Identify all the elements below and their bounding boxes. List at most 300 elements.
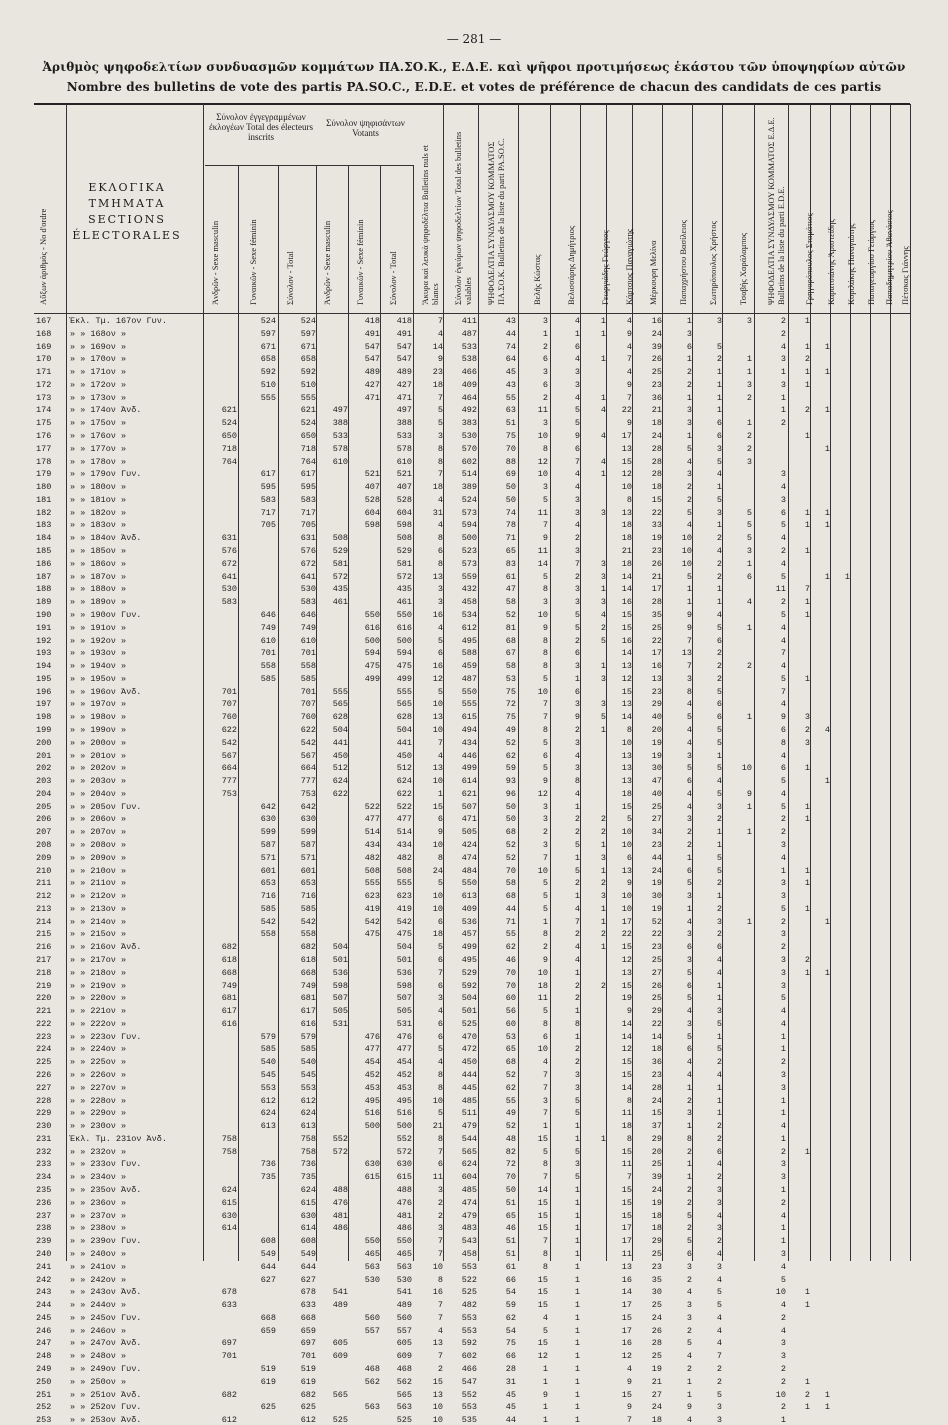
table-cell: 6 xyxy=(437,980,443,991)
row-order-number: 238 xyxy=(36,1223,52,1234)
row-order-number: 218 xyxy=(36,967,52,978)
table-cell: 25 xyxy=(651,955,662,965)
table-cell: 2 xyxy=(716,903,722,914)
table-cell: 550 xyxy=(396,1236,412,1247)
table-cell: 8 xyxy=(542,1248,548,1259)
table-cell: 5 xyxy=(437,635,443,646)
table-cell: 1 xyxy=(686,316,692,326)
table-cell: 23 xyxy=(651,686,662,697)
table-cell: 2 xyxy=(780,1376,786,1387)
table-cell: 2 xyxy=(574,827,580,838)
table-cell: 479 xyxy=(461,1121,477,1132)
table-cell: 8 xyxy=(626,1133,632,1144)
table-cell: 3 xyxy=(600,558,606,569)
sections-line-1: ΕΚΛΟΓΙΚΑ xyxy=(88,181,166,194)
table-cell: 3 xyxy=(780,494,786,505)
table-cell: 5 xyxy=(716,763,722,774)
table-cell: 777 xyxy=(300,776,316,787)
table-cell: 10 xyxy=(432,1402,443,1413)
table-cell: 1 xyxy=(686,354,692,365)
row-order-number: 183 xyxy=(36,520,52,531)
title-greek: Ἀριθμὸς ψηφοδελτίων συνδυασμῶν κομμάτων ΠΑ.ΣΟ.Κ., Ε.Δ.Ε. καὶ ψῆφοι προτιμήσεως ἑκάστου τῶν ὑποψηφίων αὐτῶν xyxy=(42,60,906,74)
table-cell: 2 xyxy=(600,622,606,633)
table-cell: 5 xyxy=(716,724,722,735)
table-cell: 4 xyxy=(716,1070,722,1081)
row-section-label: » » 182ον » xyxy=(70,507,127,518)
table-cell: 585 xyxy=(260,903,276,914)
table-cell: 565 xyxy=(332,1389,348,1400)
table-cell: 3 xyxy=(746,456,752,467)
table-cell: 1 xyxy=(574,1402,580,1413)
table-cell: 475 xyxy=(396,661,412,672)
table-cell: 50 xyxy=(505,801,516,812)
table-cell: 12 xyxy=(537,788,548,799)
table-cell: 624 xyxy=(461,1159,477,1170)
row-section-label: » » 235ον Ἀνδ. xyxy=(70,1185,142,1196)
table-cell: 17 xyxy=(621,1223,632,1234)
table-cell: 39 xyxy=(651,1172,662,1183)
table-cell: 717 xyxy=(300,507,316,518)
table-cell: 3 xyxy=(574,699,580,710)
row-order-number: 173 xyxy=(36,392,52,403)
table-cell: 10 xyxy=(432,699,443,710)
row-order-number: 172 xyxy=(36,379,52,390)
table-cell: 1 xyxy=(600,316,606,326)
table-cell: 613 xyxy=(260,1121,276,1132)
table-cell: 512 xyxy=(396,763,412,774)
table-cell: 470 xyxy=(461,1031,477,1042)
row-order-number: 179 xyxy=(36,469,52,480)
table-cell: 504 xyxy=(396,724,412,735)
table-cell: 4 xyxy=(780,341,786,352)
table-cell: 500 xyxy=(461,533,477,544)
table-cell: 1 xyxy=(804,367,810,378)
table-cell: 10 xyxy=(537,865,548,876)
sections-line-4: ÉLECTORALES xyxy=(72,229,182,242)
table-cell: 624 xyxy=(260,1108,276,1119)
table-cell: 35 xyxy=(651,1274,662,1285)
table-cell: 11 xyxy=(537,993,548,1004)
row-section-label: » » 202ον » xyxy=(70,763,127,774)
table-cell: 12 xyxy=(621,955,632,965)
table-cell: 37 xyxy=(651,1121,662,1132)
column-separator xyxy=(316,165,317,1261)
table-cell: 1 xyxy=(824,367,830,378)
table-cell: 50 xyxy=(505,814,516,825)
table-cell: 758 xyxy=(300,1146,316,1157)
row-order-number: 214 xyxy=(36,916,52,927)
table-cell: 441 xyxy=(332,737,348,748)
table-cell: 572 xyxy=(332,571,348,582)
table-cell: 1 xyxy=(804,673,810,684)
table-cell: 10 xyxy=(537,609,548,620)
table-cell: 552 xyxy=(396,1133,412,1144)
table-cell: 52 xyxy=(651,916,662,927)
table-cell: 48 xyxy=(505,1133,516,1144)
table-cell: 70 xyxy=(505,967,516,978)
table-cell: 550 xyxy=(364,1236,380,1247)
table-cell: 487 xyxy=(461,328,477,339)
table-cell: 5 xyxy=(574,622,580,633)
table-cell: 4 xyxy=(574,750,580,761)
table-cell: 507 xyxy=(332,993,348,1004)
table-cell: 15 xyxy=(537,1223,548,1234)
row-section-label: » » 181ον » xyxy=(70,494,127,505)
table-cell: 625 xyxy=(260,1402,276,1413)
table-cell: 5 xyxy=(686,443,692,454)
table-cell: 8 xyxy=(437,443,443,454)
row-section-label: » » 193ον » xyxy=(70,648,127,659)
table-cell: 701 xyxy=(300,686,316,697)
table-cell: 2 xyxy=(716,1363,722,1374)
table-cell: 2 xyxy=(716,1057,722,1068)
row-section-label: » » 192ον » xyxy=(70,635,127,646)
table-cell: 5 xyxy=(716,1389,722,1400)
table-cell: 465 xyxy=(364,1248,380,1259)
table-cell: 550 xyxy=(364,609,380,620)
table-cell: 1 xyxy=(574,1248,580,1259)
table-cell: 3 xyxy=(686,1312,692,1323)
table-cell: 555 xyxy=(461,699,477,710)
table-cell: 5 xyxy=(574,1095,580,1106)
table-cell: 2 xyxy=(574,993,580,1004)
table-cell: 2 xyxy=(716,673,722,684)
table-cell: 6 xyxy=(437,814,443,825)
header-sections xyxy=(72,180,182,244)
table-cell: 15 xyxy=(621,1389,632,1400)
table-cell: 7 xyxy=(542,1070,548,1081)
table-cell: 1 xyxy=(804,609,810,620)
table-cell: 1 xyxy=(746,827,752,838)
row-order-number: 250 xyxy=(36,1376,52,1387)
table-cell: 598 xyxy=(396,980,412,991)
table-cell: 3 xyxy=(780,1351,786,1362)
table-cell: 2 xyxy=(780,418,786,429)
table-cell: 4 xyxy=(716,1338,722,1349)
table-cell: 595 xyxy=(260,482,276,493)
table-cell: 505 xyxy=(332,1006,348,1017)
table-cell: 19 xyxy=(651,878,662,889)
table-cell: 477 xyxy=(364,1044,380,1055)
table-cell: 5 xyxy=(780,801,786,812)
table-cell: 6 xyxy=(686,942,692,953)
table-cell: 65 xyxy=(505,1210,516,1221)
table-cell: 19 xyxy=(651,750,662,761)
table-cell: 592 xyxy=(260,367,276,378)
table-cell: 522 xyxy=(364,801,380,812)
table-cell: 3 xyxy=(574,1159,580,1170)
table-cell: 758 xyxy=(221,1146,237,1157)
row-section-label: » » 222ον » xyxy=(70,1018,127,1029)
table-cell: 13 xyxy=(432,1389,443,1400)
row-section-label: » » 170ον » xyxy=(70,354,127,365)
table-cell: 1 xyxy=(600,903,606,914)
table-cell: 30 xyxy=(651,763,662,774)
table-cell: 549 xyxy=(260,1248,276,1259)
table-cell: 597 xyxy=(260,328,276,339)
row-section-label: » » 232ον » xyxy=(70,1146,127,1157)
table-cell: 562 xyxy=(396,1376,412,1387)
table-cell: 489 xyxy=(396,1300,412,1311)
table-cell: 7 xyxy=(437,737,443,748)
table-cell: 444 xyxy=(461,1070,477,1081)
table-cell: 5 xyxy=(574,1108,580,1119)
table-cell: 605 xyxy=(332,1338,348,1349)
table-cell: 5 xyxy=(716,1044,722,1055)
table-cell: 81 xyxy=(505,622,516,633)
table-cell: 3 xyxy=(746,316,752,326)
row-section-label: » » 213ον » xyxy=(70,903,127,914)
table-cell: 5 xyxy=(686,763,692,774)
table-cell: 488 xyxy=(396,1185,412,1196)
table-cell: 555 xyxy=(332,686,348,697)
table-cell: 558 xyxy=(300,929,316,940)
table-cell: 2 xyxy=(574,929,580,940)
table-cell: 3 xyxy=(716,1402,722,1413)
table-cell: 419 xyxy=(364,903,380,914)
table-cell: 1 xyxy=(574,673,580,684)
table-cell: 749 xyxy=(260,622,276,633)
table-cell: 51 xyxy=(505,1236,516,1247)
table-cell: 2 xyxy=(574,635,580,646)
table-cell: 1 xyxy=(804,878,810,889)
table-cell: 6 xyxy=(716,712,722,723)
table-cell: 735 xyxy=(260,1172,276,1183)
table-cell: 70 xyxy=(505,865,516,876)
header-candidate-6: Παπαχρήστου Βασίλειος xyxy=(678,220,688,305)
table-cell: 5 xyxy=(542,737,548,748)
table-cell: 53 xyxy=(505,1031,516,1042)
table-cell: 13 xyxy=(621,699,632,710)
table-cell: 10 xyxy=(621,482,632,493)
table-cell: 3 xyxy=(686,328,692,339)
table-cell: 764 xyxy=(300,456,316,467)
table-cell: 68 xyxy=(505,891,516,902)
table-cell: 672 xyxy=(221,558,237,569)
table-cell: 1 xyxy=(746,622,752,633)
table-cell: 1 xyxy=(600,916,606,927)
table-cell: 15 xyxy=(621,1185,632,1196)
table-cell: 701 xyxy=(221,686,237,697)
table-cell: 10 xyxy=(621,839,632,850)
table-cell: 8 xyxy=(437,1133,443,1144)
row-section-label: » » 177ον » xyxy=(70,443,127,454)
table-cell: 1 xyxy=(824,916,830,927)
table-cell: 2 xyxy=(542,392,548,403)
column-separator xyxy=(788,104,789,1261)
row-order-number: 246 xyxy=(36,1325,52,1336)
table-cell: 3 xyxy=(780,1248,786,1259)
table-cell: 487 xyxy=(461,673,477,684)
table-cell: 2 xyxy=(716,878,722,889)
table-cell: 17 xyxy=(621,916,632,927)
table-cell: 3 xyxy=(542,597,548,608)
table-cell: 2 xyxy=(780,1197,786,1208)
table-cell: 601 xyxy=(300,865,316,876)
table-cell: 2 xyxy=(600,827,606,838)
table-cell: 10 xyxy=(432,891,443,902)
table-cell: 475 xyxy=(396,929,412,940)
row-section-label: » » 206ον » xyxy=(70,814,127,825)
table-cell: 1 xyxy=(824,507,830,518)
row-section-label: » » 246ον » xyxy=(70,1325,127,1336)
table-cell: 71 xyxy=(505,533,516,544)
table-cell: 18 xyxy=(651,482,662,493)
table-cell: 15 xyxy=(537,1287,548,1298)
row-section-label: » » 215ον » xyxy=(70,929,127,940)
table-cell: 13 xyxy=(621,507,632,518)
table-cell: 642 xyxy=(300,801,316,812)
table-cell: 3 xyxy=(686,1108,692,1119)
table-cell: 1 xyxy=(716,379,722,390)
table-cell: 5 xyxy=(780,609,786,620)
table-cell: 10 xyxy=(432,1261,443,1272)
row-order-number: 194 xyxy=(36,661,52,672)
table-cell: 11 xyxy=(621,1159,632,1170)
table-cell: 68 xyxy=(505,635,516,646)
table-cell: 524 xyxy=(260,316,276,326)
table-cell: 475 xyxy=(364,929,380,940)
table-cell: 461 xyxy=(396,597,412,608)
row-order-number: 178 xyxy=(36,456,52,467)
table-cell: 1 xyxy=(824,1402,830,1413)
table-cell: 388 xyxy=(396,418,412,429)
table-cell: 8 xyxy=(542,1159,548,1170)
table-cell: 550 xyxy=(461,878,477,889)
table-cell: 658 xyxy=(300,354,316,365)
table-cell: 21 xyxy=(651,405,662,416)
table-cell: 5 xyxy=(542,673,548,684)
table-cell: 3 xyxy=(542,316,548,326)
column-separator xyxy=(662,104,663,1261)
table-cell: 5 xyxy=(542,1006,548,1017)
table-cell: 52 xyxy=(505,737,516,748)
table-cell: 615 xyxy=(221,1197,237,1208)
row-order-number: 167 xyxy=(36,316,52,326)
table-cell: 627 xyxy=(260,1274,276,1285)
table-cell: 9 xyxy=(574,431,580,442)
table-cell: 88 xyxy=(505,456,516,467)
table-cell: 483 xyxy=(461,1223,477,1234)
table-cell: 1 xyxy=(716,392,722,403)
row-order-number: 234 xyxy=(36,1172,52,1183)
table-cell: 5 xyxy=(716,686,722,697)
table-cell: 59 xyxy=(505,1300,516,1311)
row-order-number: 206 xyxy=(36,814,52,825)
table-cell: 15 xyxy=(432,801,443,812)
table-cell: 3 xyxy=(716,1185,722,1196)
table-cell: 524 xyxy=(300,418,316,429)
table-cell: 705 xyxy=(300,520,316,531)
table-cell: 4 xyxy=(780,661,786,672)
row-order-number: 247 xyxy=(36,1338,52,1349)
table-cell: 4 xyxy=(686,801,692,812)
table-cell: 482 xyxy=(396,852,412,863)
table-cell: 78 xyxy=(505,520,516,531)
table-cell: 15 xyxy=(621,622,632,633)
table-cell: 1 xyxy=(574,1223,580,1234)
table-cell: 3 xyxy=(542,367,548,378)
row-section-label: » » 205ον Γυν. xyxy=(70,801,142,812)
table-cell: 594 xyxy=(364,648,380,659)
table-cell: 547 xyxy=(461,1376,477,1387)
table-cell: 3 xyxy=(542,801,548,812)
table-cell: 658 xyxy=(260,354,276,365)
table-cell: 25 xyxy=(651,1300,662,1311)
table-cell: 753 xyxy=(221,788,237,799)
table-cell: 533 xyxy=(461,341,477,352)
table-cell: 528 xyxy=(364,494,380,505)
row-section-label: » » 176ον » xyxy=(70,431,127,442)
table-cell: 9 xyxy=(437,354,443,365)
table-cell: 5 xyxy=(780,673,786,684)
table-cell: 68 xyxy=(505,827,516,838)
table-cell: 2 xyxy=(542,341,548,352)
row-section-label: » » 210ον » xyxy=(70,865,127,876)
table-cell: 716 xyxy=(260,891,276,902)
table-cell: 16 xyxy=(621,1274,632,1285)
table-cell: 1 xyxy=(574,1236,580,1247)
table-cell: 1 xyxy=(574,1376,580,1387)
table-cell: 10 xyxy=(621,827,632,838)
table-cell: 558 xyxy=(300,661,316,672)
table-cell: 441 xyxy=(396,737,412,748)
table-cell: 1 xyxy=(780,1031,786,1042)
table-cell: 5 xyxy=(542,1146,548,1157)
table-cell: 1 xyxy=(824,967,830,978)
table-cell: 52 xyxy=(505,1070,516,1081)
table-cell: 631 xyxy=(300,533,316,544)
table-cell: 1 xyxy=(716,597,722,608)
table-cell: 705 xyxy=(260,520,276,531)
table-cell: 477 xyxy=(396,1044,412,1055)
table-cell: 4 xyxy=(600,405,606,416)
table-cell: 435 xyxy=(396,584,412,595)
table-cell: 446 xyxy=(461,750,477,761)
table-cell: 521 xyxy=(396,469,412,480)
table-cell: 579 xyxy=(300,1031,316,1042)
table-cell: 2 xyxy=(716,558,722,569)
table-cell: 1 xyxy=(746,916,752,927)
row-order-number: 207 xyxy=(36,827,52,838)
table-cell: 615 xyxy=(300,1197,316,1208)
table-cell: 5 xyxy=(746,533,752,544)
table-cell: 458 xyxy=(461,597,477,608)
table-cell: 14 xyxy=(621,1031,632,1042)
table-cell: 616 xyxy=(364,622,380,633)
table-cell: 22 xyxy=(621,405,632,416)
table-cell: 1 xyxy=(686,597,692,608)
table-cell: 3 xyxy=(780,891,786,902)
table-cell: 9 xyxy=(542,1389,548,1400)
row-order-number: 231 xyxy=(36,1133,52,1144)
table-cell: 550 xyxy=(461,686,477,697)
table-cell: 68 xyxy=(505,1057,516,1068)
table-cell: 3 xyxy=(716,1223,722,1234)
table-cell: 30 xyxy=(651,891,662,902)
table-cell: 471 xyxy=(396,392,412,403)
table-cell: 500 xyxy=(364,635,380,646)
table-cell: 464 xyxy=(461,392,477,403)
table-cell: 407 xyxy=(364,482,380,493)
table-cell: 432 xyxy=(461,584,477,595)
table-cell: 4 xyxy=(686,1057,692,1068)
table-cell: 17 xyxy=(621,431,632,442)
table-cell: 14 xyxy=(621,712,632,723)
table-cell: 7 xyxy=(542,1236,548,1247)
table-cell: 2 xyxy=(780,328,786,339)
table-cell: 1 xyxy=(780,405,786,416)
